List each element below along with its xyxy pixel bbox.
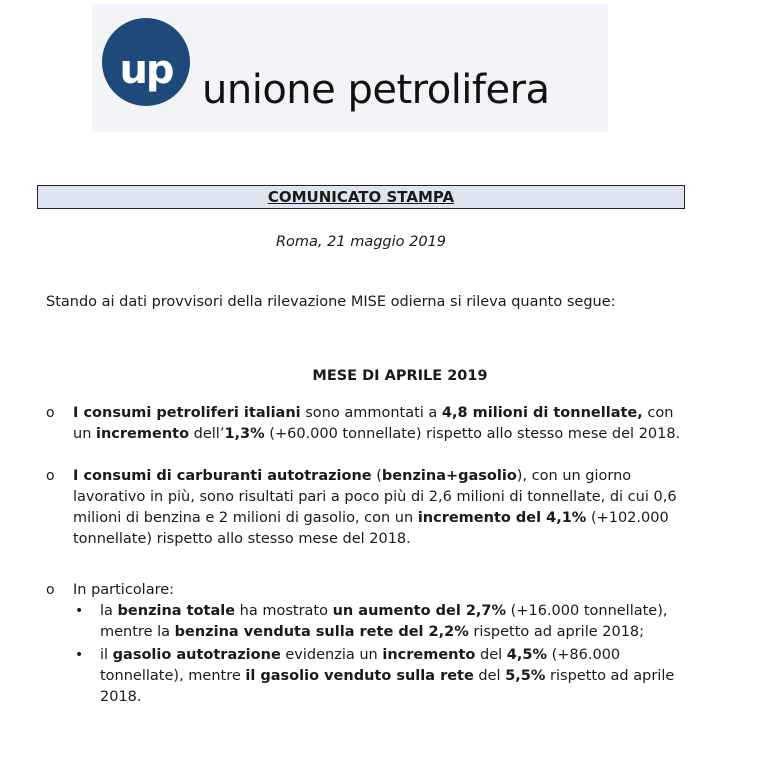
p2-f: (+102.000 tonnellate) rispetto allo stesso mese del 2018. bbox=[73, 510, 669, 547]
p1-f: dell’ bbox=[189, 426, 225, 442]
p1-a: I consumi petroliferi italiani bbox=[73, 405, 301, 421]
paragraph-carburanti-autotrazione bbox=[73, 466, 685, 550]
s1-c: ha mostrato bbox=[235, 603, 333, 619]
s1-e: (+16.000 tonnellate), mentre la bbox=[100, 603, 668, 640]
s2-d: incremento bbox=[382, 647, 476, 663]
bullet-marker: o bbox=[46, 582, 55, 598]
sub-bullet-marker: • bbox=[75, 647, 84, 663]
s2-k: rispetto ad aprile 2018. bbox=[100, 668, 675, 705]
s2-b: gasolio autotrazione bbox=[112, 647, 281, 663]
p1-h: (+60.000 tonnellate) rispetto allo stesso mese del 2018. bbox=[264, 426, 681, 442]
paragraph-consumi-petroliferi bbox=[73, 403, 685, 445]
s2-c: evidenzia un bbox=[280, 647, 383, 663]
s1-d: un aumento del 2,7% bbox=[332, 603, 507, 619]
s2-j: 5,5% bbox=[505, 668, 546, 684]
s2-i: del bbox=[473, 668, 506, 684]
logo-wordmark: unione petrolifera bbox=[202, 67, 550, 113]
logo-mark-text: up bbox=[119, 47, 173, 93]
press-release-banner: COMUNICATO STAMPA bbox=[37, 185, 685, 209]
s2-e: del bbox=[475, 647, 507, 663]
s1-g: rispetto ad aprile 2018; bbox=[468, 624, 645, 640]
p1-d: con un bbox=[73, 405, 674, 442]
p1-b: sono ammontati a bbox=[300, 405, 442, 421]
dateline: Roma, 21 maggio 2019 bbox=[275, 234, 447, 250]
bullet-marker: o bbox=[46, 405, 55, 421]
p2-d: ), con un giorno lavorativo in più, sono risultati pari a poco più di 2,6 milioni di tonnellate, di cui 0,6 milioni di benzina e 2 milioni di gasolio, con un bbox=[73, 468, 677, 526]
s2-f: 4,5% bbox=[506, 647, 547, 663]
logo bbox=[92, 4, 608, 132]
s1-f: benzina venduta sulla rete del 2,2% bbox=[174, 624, 469, 640]
section-title: MESE DI APRILE 2019 bbox=[312, 368, 488, 384]
s1-b: benzina totale bbox=[117, 603, 236, 619]
bullet-marker: o bbox=[46, 468, 55, 484]
s2-g: (+86.000 tonnellate), mentre bbox=[100, 647, 621, 684]
s2-h: il gasolio venduto sulla rete bbox=[245, 668, 474, 684]
paragraph-in-particolare: In particolare: bbox=[73, 582, 175, 598]
p2-b: ( bbox=[371, 468, 382, 484]
sub-bullet-marker: • bbox=[75, 603, 84, 619]
p2-a: I consumi di carburanti autotrazione bbox=[73, 468, 372, 484]
s1-a: la bbox=[100, 603, 118, 619]
intro-text: Stando ai dati provvisori della rilevazione MISE odierna si rileva quanto segue: bbox=[46, 294, 616, 310]
p1-e: incremento bbox=[96, 426, 190, 442]
sub-item-benzina bbox=[100, 601, 700, 643]
sub-item-gasolio bbox=[100, 645, 700, 708]
p1-c: 4,8 milioni di tonnellate, bbox=[441, 405, 643, 421]
s2-a: il bbox=[100, 647, 113, 663]
p2-e: incremento del 4,1% bbox=[417, 510, 587, 526]
p2-c: benzina+gasolio bbox=[381, 468, 517, 484]
p1-g: 1,3% bbox=[224, 426, 265, 442]
